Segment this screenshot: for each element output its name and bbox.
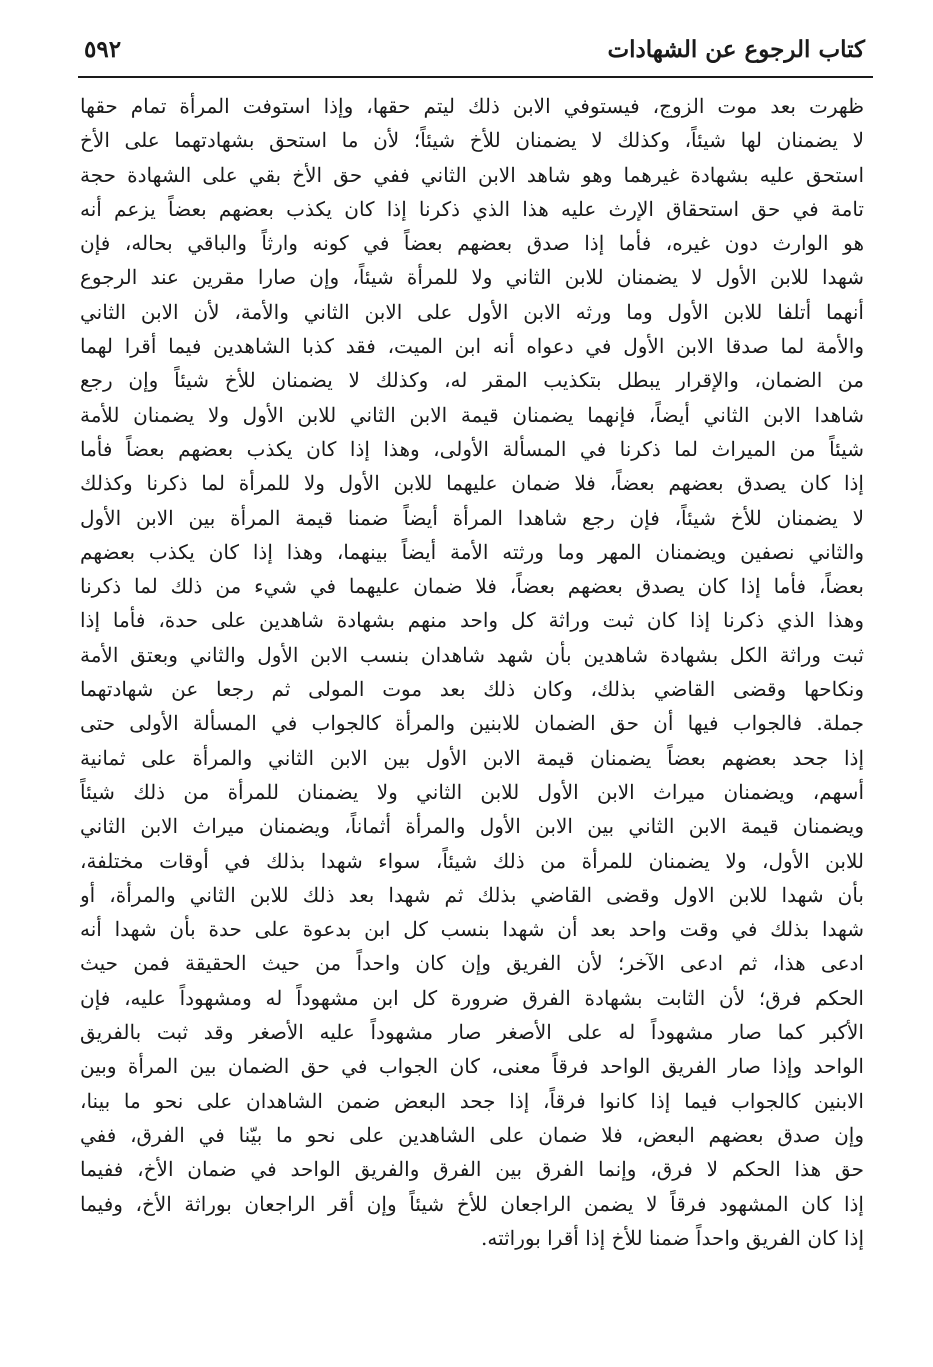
text-line: من الضمان، والإقرار يبطل بتكذيب المقر له، وكذلك لا يضمنان للأخ شيئاً وإن رجع xyxy=(80,368,864,393)
text-line: إذا جحد بعضهم بعضاً يضمنان قيمة الابن الأول بين الابن الثاني والمرأة على ثمانية xyxy=(80,745,864,770)
text-line: والأمة لما صدقا الابن الأول في دعواه أنه ابن الميت، فقد كذبا الشاهدين فيما أقرا لهما xyxy=(80,334,864,359)
text-line: للابن الأول، ولا يضمنان للمرأة من ذلك شيئاً، سواء شهدا بذلك في أوقات مختلفة، xyxy=(80,848,864,873)
text-line: وهذا الذي ذكرنا إذا كان ثبت وراثة كل واحد منهم بشهادة شاهدين على حدة، فأما إذا xyxy=(80,608,864,633)
text-line: شيئاً من الميراث لما ذكرنا في المسألة الأولى، وهذا إذا كان يكذب بعضهم بعضاً فأما xyxy=(80,436,864,461)
text-line: الواحد وإذا صار الفريق الواحد فرقاً معنى، كان الجواب في حق الضمان بين المرأة وبين xyxy=(80,1054,864,1079)
text-line: حق هذا الحكم لا فرق، وإنما الفرق بين الفرق والفريق الواحد في ضمان الأخ، ففيما xyxy=(80,1157,864,1182)
text-line: شهدا للابن الأول لا يضمنان للابن الثاني ولا للمرأة شيئاً، وإن صارا مقرين عند الرجوع xyxy=(80,265,864,290)
text-line: ونكاحها وقضى القاضي بذلك، وكان ذلك بعد موت المولى ثم رجعا عن شهادتهما xyxy=(80,677,864,702)
text-line: الابنين كالجواب فيما إذا كانوا فرقاً، إذا جحد البعض ضمن الشاهدان على نحو ما بينا، xyxy=(80,1088,864,1113)
text-line: لا يضمنان للأخ شيئاً، فإن رجع شاهدا المرأة أيضاً ضمنا قيمة المرأة بين الابن الأول xyxy=(80,505,864,530)
page-number: ٥٩٢ xyxy=(84,36,122,63)
text-line: أنهما أتلفا للابن الأول وما ورثه الابن الأول على الابن الثاني والأمة، لأن الابن الثاني xyxy=(80,299,864,324)
text-line: ادعى هذا، ثم ادعى الآخر؛ لأن الفريق وإن كان واحداً من حيث الحقيقة فمن حيث xyxy=(80,951,864,976)
text-line-last: إذا كان الفريق واحداً ضمنا للأخ إذا أقرا بوراثته. xyxy=(481,1225,864,1250)
text-line: استحق عليه بشهادة غيرهما وهو شاهد الابن الثاني ففي حق الأخ بقي على الشهادة حجة xyxy=(80,162,864,187)
running-head xyxy=(78,32,871,72)
text-line: تامة في حق استحقاق الإرث عليه هذا الذي ذكرنا إذا كان يكذب بعضهم بعضاً يزعم أنه xyxy=(80,196,864,221)
text-line: الحكم فرق؛ لأن الثابت بشهادة الفرق ضرورة كل ابن مشهوداً له ومشهوداً عليه، فإن xyxy=(80,985,864,1010)
text-line: ظهرت بعد موت الزوج، فيستوفي الابن ذلك ليتم حقها، وإذا استوفت المرأة تمام حقها xyxy=(80,94,864,118)
text-line: شاهدا الابن الثاني أيضاً، فإنهما يضمنان قيمة الابن الثاني للابن الأول ولا يضمنان للأمة xyxy=(80,402,864,427)
book-title: كتاب الرجوع عن الشهادات xyxy=(607,36,865,63)
text-line: الأكبر كما صار مشهوداً له على الأصغر صار مشهوداً عليه الأصغر وقد ثبت بالفريق xyxy=(80,1020,864,1045)
header-rule xyxy=(78,76,873,78)
text-line: وإن صدق بعضهم البعض، فلا ضمان على الشاهدين على نحو ما بيّنا في الفرق، ففي xyxy=(80,1122,864,1147)
text-line: بأن شهدا للابن الاول وقضى القاضي بذلك ثم شهدا بعد ذلك للابن الثاني والمرأة، أو xyxy=(80,882,864,907)
text-line: إذا كان يصدق بعضهم بعضاً، فلا ضمان عليهما للابن الأول ولا للمرأة لما ذكرنا وكذلك xyxy=(80,471,864,496)
text-line: ثبت وراثة الكل بشهادة شاهدين بأن شهد شاهدان بنسب الابن الأول والثاني وبعتق الأمة xyxy=(80,642,864,667)
text-line: ويضمنان قيمة الابن الثاني بين الابن الأول والمرأة أثماناً، ويضمنان ميراث الابن الثاني xyxy=(80,814,864,839)
text-line: شهدا بذلك في وقت واحد بعد أن شهدا بنسب كل ابن بدعوة على حدة بأن شهدا أنه xyxy=(80,917,864,942)
text-line: هو الوارث دون غيره، فأما إذا صدق بعضهم بعضاً في كونه وارثاً والباقي بحاله، فإن xyxy=(80,231,864,256)
text-line: إذا كان المشهود فرقاً لا يضمن الراجعان للأخ شيئاً وإن أقر الراجعان بوراثة الأخ، وفيما xyxy=(80,1191,864,1216)
text-line: أسهم، ويضمنان ميراث الابن الأول للابن الثاني ولا يضمنان للمرأة من ذلك شيئاً xyxy=(80,779,864,804)
text-line: والثاني نصفين ويضمنان المهر وما ورثته الأمة أيضاً بينهما، وهذا إذا كان يكذب بعضهم xyxy=(80,539,864,564)
text-line: جملة. فالجواب فيها أن حق الضمان للابنين والمرأة كالجواب في المسألة الأولى حتى xyxy=(80,711,864,736)
body-text xyxy=(80,89,864,1255)
text-line: لا يضمنان لها شيئاً، وكذلك لا يضمنان للأخ شيئاً؛ لأن ما استحق بشهادتهما على الأخ xyxy=(80,128,864,153)
text-line: بعضاً، فأما إذا كان يصدق بعضهم بعضاً، فلا ضمان عليهما في شيء من ذلك لما ذكرنا xyxy=(80,574,864,599)
